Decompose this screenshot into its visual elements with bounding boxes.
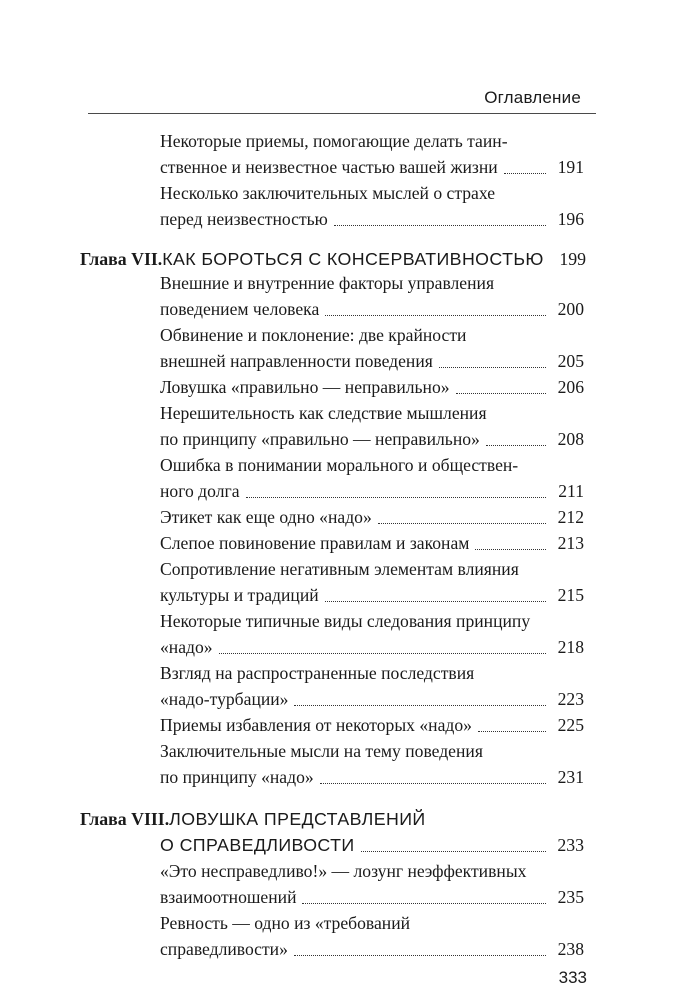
toc-page-number: 196 (557, 209, 584, 229)
ch8-entry-2-line-1 (160, 910, 584, 936)
toc-page-number: 213 (557, 533, 584, 553)
dot-leader (294, 705, 546, 706)
chapter-title: КАК БОРОТЬСЯ С КОНСЕРВАТИВНОСТЬЮ (162, 249, 544, 269)
toc-entry-text: поведением человека (160, 299, 320, 319)
toc-entry-text: Слепое повиновение правилам и законам (160, 533, 470, 553)
toc-page-number: 208 (557, 429, 584, 449)
ch7-entry-8-line-1 (160, 556, 584, 582)
toc-page-number: 211 (558, 481, 584, 501)
ch7-entry-9-line-1 (160, 608, 584, 634)
ch7-entry-3-line-1 (160, 374, 584, 400)
ch7-entry-8-line-2 (160, 582, 584, 608)
toc-page-number: 200 (557, 299, 584, 319)
toc-page-number: 205 (557, 351, 584, 371)
chapter-title: ЛОВУШКА ПРЕДСТАВЛЕНИЙ (169, 809, 426, 829)
chapter-page-number: 199 (559, 249, 586, 269)
toc-entry-text: Несколько заключительных мыслей о страхе (160, 183, 496, 203)
dot-leader (486, 445, 546, 446)
dot-leader (325, 601, 546, 602)
ch8-entry-2-line-2 (160, 936, 584, 962)
ch8-entry-1-line-2 (160, 884, 584, 910)
chapter-title: О СПРАВЕДЛИВОСТИ (160, 835, 355, 855)
ch7-entry-2-line-1 (160, 322, 584, 348)
ch7-entry-1-line-1 (160, 270, 584, 296)
toc-page-number: 212 (557, 507, 584, 527)
chapter-page-number: 233 (557, 835, 584, 855)
toc-page-number: 225 (557, 715, 584, 735)
ch8-entry-1-line-1 (160, 858, 584, 884)
toc-entry-text: Внешние и внутренние факторы управления (160, 273, 495, 293)
toc-entry-text: внешней направленности поведения (160, 351, 433, 371)
toc-entry-text: справедливости» (160, 939, 288, 959)
toc-entry-1-line-1 (160, 128, 584, 154)
toc-entry-text: Некоторые приемы, помогающие делать таин- (160, 131, 508, 151)
ch7-entry-12-line-2 (160, 764, 584, 790)
chapter-8-heading-line-2 (160, 831, 584, 859)
toc-entry-text: Взгляд на распространенные последствия (160, 663, 475, 683)
ch7-entry-5-line-1 (160, 452, 584, 478)
dot-leader (478, 731, 546, 732)
ch7-entry-7-line-1 (160, 530, 584, 556)
dot-leader (302, 903, 546, 904)
ch7-entry-6-line-1 (160, 504, 584, 530)
toc-entry-text: взаимоотношений (160, 887, 297, 907)
dot-leader (294, 955, 546, 956)
header-rule (88, 113, 596, 114)
toc-entry-text: «надо» (160, 637, 213, 657)
toc-entry-text: перед неизвестностью (160, 209, 328, 229)
toc-entry-text: культуры и традиций (160, 585, 319, 605)
ch7-entry-4-line-1 (160, 400, 584, 426)
toc-entry-text: Ошибка в понимании морального и обществен- (160, 455, 519, 475)
toc-entry-text: Ревность — одно из «требований (160, 913, 411, 933)
ch7-entry-10-line-2 (160, 686, 584, 712)
toc-page-number: 191 (557, 157, 584, 177)
toc-entry-1-line-2 (160, 154, 584, 180)
ch7-entry-2-line-2 (160, 348, 584, 374)
dot-leader (325, 315, 546, 316)
toc-page-number: 223 (557, 689, 584, 709)
toc-page-number: 238 (557, 939, 584, 959)
dot-leader (456, 393, 546, 394)
toc-entry-text: Нерешительность как следствие мышления (160, 403, 487, 423)
toc-entry-text: по принципу «правильно — неправильно» (160, 429, 480, 449)
running-header: Оглавление (484, 88, 581, 107)
toc-page-number: 231 (557, 767, 584, 787)
ch7-entry-1-line-2 (160, 296, 584, 322)
dot-leader (334, 225, 546, 226)
toc-entry-text: «Это несправедливо!» — лозунг неэффективных (160, 861, 527, 881)
chapter-label: Глава VIII. (80, 809, 170, 829)
ch7-entry-11-line-1 (160, 712, 584, 738)
toc-entry-text: ного долга (160, 481, 240, 501)
toc-entry-text: Некоторые типичные виды следования принципу (160, 611, 531, 631)
toc-entry-text: Этикет как еще одно «надо» (160, 507, 372, 527)
toc-entry-text: Ловушка «правильно — неправильно» (160, 377, 450, 397)
toc-entry-2-line-1 (160, 180, 584, 206)
dot-leader (439, 367, 546, 368)
toc-entry-text: по принципу «надо» (160, 767, 314, 787)
toc-entry-text: Приемы избавления от некоторых «надо» (160, 715, 472, 735)
toc-entry-text: Заключительные мысли на тему поведения (160, 741, 483, 761)
ch7-entry-9-line-2 (160, 634, 584, 660)
toc-page-number: 235 (557, 887, 584, 907)
chapter-7-heading (80, 245, 586, 273)
dot-leader (475, 549, 546, 550)
toc-entry-text: ственное и неизвестное частью вашей жизни (160, 157, 498, 177)
page-folio: 333 (558, 968, 587, 987)
chapter-label: Глава VII. (80, 249, 163, 269)
toc-entry-text: Обвинение и поклонение: две крайности (160, 325, 467, 345)
dot-leader (219, 653, 546, 654)
toc-page-number: 218 (557, 637, 584, 657)
toc-entry-2-line-2 (160, 206, 584, 232)
chapter-8-heading (80, 805, 586, 833)
ch7-entry-4-line-2 (160, 426, 584, 452)
toc-entry-text: Сопротивление негативным элементам влияния (160, 559, 519, 579)
dot-leader (246, 497, 546, 498)
dot-leader (361, 851, 546, 852)
toc-page-number: 215 (557, 585, 584, 605)
dot-leader (320, 783, 546, 784)
dot-leader (378, 523, 546, 524)
dot-leader (504, 173, 546, 174)
toc-page-number: 206 (557, 377, 584, 397)
ch7-entry-12-line-1 (160, 738, 584, 764)
ch7-entry-5-line-2 (160, 478, 584, 504)
toc-entry-text: «надо-турбации» (160, 689, 289, 709)
ch7-entry-10-line-1 (160, 660, 584, 686)
